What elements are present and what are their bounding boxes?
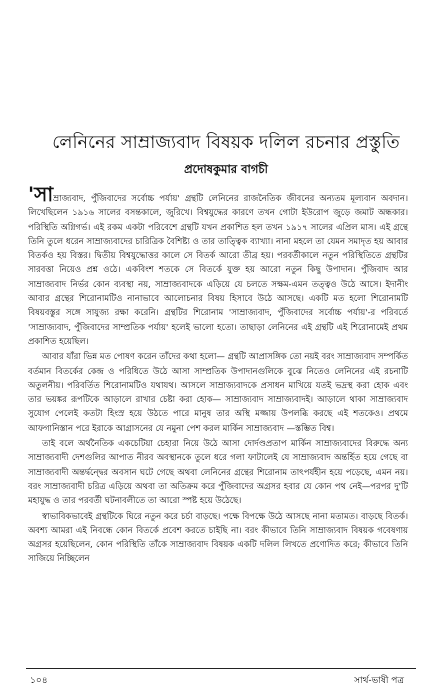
paragraph-4: স্বাভাবিকভাবেই গ্রন্থটিকে ঘিরে নতুন করে চর্চা বাড়ছে। পক্ষে বিপক্ষে উঠে আসছে নানা মতামত। বাড়ছে বিতর্ক। অবশ্য আমরা এই নিবন্ধে কোন বিতর্কে প্রবেশ করতে চাইছি না। বরং কীভাবে তিনি সাম্রাজ্যবাদ বিষয়ক গবেষণায় অগ্রসর হয়েছিলেন, কোন পরিস্থিতি তাঁকে সাম্রাজ্যবাদ বিষয়ক একটি দলিল লিখতে প্রণোদিত করে; কীভাবে তিনি সাজিয়ে নিচ্ছিলেন xyxy=(28,510,408,564)
drop-cap: 'সা xyxy=(28,182,54,206)
article-author: প্রদোষকুমার বাগচী xyxy=(184,162,268,176)
article-body xyxy=(28,182,408,567)
paragraph-2: আবার যাঁরা ভিন্ন মত পোষণ করেন তাঁদের কথা হলো— গ্রন্থটি আপ্রাসঙ্গিক তো নয়ই বরং সাম্রাজ্যবাদ সম্পর্কিত বর্তমান বিতর্কের কেন্দ্র ও পরিধিতে উঠে আসা সাম্প্রতিক উপাদানগুলিকে বুঝে নিতেও লেনিনের এই রচনাটি অতুলনীয়। পরিবর্তিত শিরোনামটিও যথাযথ। আসলে সাম্রাজ্যবাদকে প্রসাধন মাখিয়ে যতই ভদ্রস্থ করা হোক এবং তার ভয়ঙ্কর রূপটিকে আড়ালে রাখার চেষ্টা করা হোক— সাম্রাজ্যবাদ সাম্রাজ্যবাদই। আড়ালে থাকা সাম্রাজ্যবাদ সুযোগ পেলেই কতটা হিংস্র হয়ে উঠতে পারে মানুষ তার অস্থি মজ্জায় উপলব্ধি করছে এই শতকেও। প্রথমে আফগানিস্তান পরে ইরাকে আগ্রাসনের যে নমুনা পেশ করল মার্কিন সাম্রাজ্যবাদ —স্তম্ভিত বিশ্ব। xyxy=(28,351,408,433)
article-title: লেনিনের সাম্রাজ্যবাদ বিষয়ক দলিল রচনার প্রস্তুতি xyxy=(52,132,400,153)
paragraph-3: তাই বলে অর্থনৈতিক একচেটিয়া চেহারা নিয়ে উঠে আসা দোর্দণ্ডপ্রতাপ মার্কিন সাম্রাজ্যবাদের বিরুদ্ধে অন্য সাম্রাজ্যবাদী দেশগুলির আপাত নীরব অবস্থানকে তুলে ধরে গলা ফাটালেই যে সাম্রাজ্যবাদ অন্তর্হিত হয়ে গেছে বা সাম্রাজ্যবাদী অন্তর্দ্বন্দ্বের অবসান ঘটে গেছে অথবা লেনিনের গ্রন্থের শিরোনাম তাৎপর্যহীন হয়ে পড়েছে, এমন নয়। বরং সাম্রাজ্যবাদী চরিত্র এড়িয়ে অথবা তা অতিক্রম করে পুঁজিবাদের অগ্রসর হবার যে কোন পথ নেই—পরপর দু'টি মহাযুদ্ধ ও তার পরবর্তী ঘটনাবলীতে তা আরো স্পষ্ট হয়ে উঠেছে। xyxy=(28,438,408,506)
page-number: ১০৪ xyxy=(30,676,48,686)
journal-name: সার্থ-ভাষী পত্র xyxy=(354,676,404,686)
page-footer xyxy=(26,668,416,689)
paragraph-1 xyxy=(28,182,408,348)
paragraph-1-text: ম্রাজ্যবাদ, পুঁজিবাদের সর্বোচ্চ পর্যায়' গ্রন্থটি লেনিনের রাজনৈতিক জীবনের অন্যতম মূল্যবান অবদান। লিখেছিলেন ১৯১৬ সালের বসন্তকালে, জুরিখে। বিশ্বযুদ্ধের কারণে তখন গোটা ইউরোপ জুড়ে জমাট অন্ধকার। পরিস্থিতি অগ্নিগর্ভ। এই রকম একটা পরিবেশে গ্রন্থটি যখন প্রকাশিত হল তখন ১৯১৭ সালের এপ্রিল মাস। এই গ্রন্থে তিনি তুলে ধরেন সাম্রাজ্যবাদের চারিত্রিক বৈশিষ্ট্য ও তার তাত্ত্বিক ব্যাখ্যা। নানা মহলে তা যেমন সমাদৃত হয় আবার বিতর্কও হয় বিস্তর। দ্বিতীয় বিশ্বযুদ্ধোত্তর কালে সে বিতর্ক আরো তীব্র হয়। পরবর্তীকালে নতুন পরিস্থিতিতে গ্রন্থটির সারবত্তা নিয়েও প্রশ্ন ওঠে। একবিংশ শতকে সে বিতর্কে যুক্ত হয় আরো নতুন কিছু উপাদান। পুঁজিবাদ আর সাম্রাজ্যবাদ নির্ভর কোন ব্যবস্থা নয়, সাম্রাজ্যবাদকে এড়িয়ে যে চলতে সক্ষম-এমন তত্ত্বও উঠে আসে। ইদানীং আবার গ্রন্থের শিরোনামটিও নানাভাবে আলোচনার বিষয় হিসাবে উঠে আসছে। একটি মত হলো শিরোনামটি বিষয়বস্তুর সঙ্গে সাযুজ্য রক্ষা করেনি। গ্রন্থটির শিরোনাম 'সাম্রাজ্যবাদ, পুঁজিবাদের সর্বোচ্চ পর্যায়'-র পরিবর্তে 'সাম্রাজ্যবাদ, পুঁজিবাদের সাম্প্রতিক পর্যায়' হলেই ভালো হতো। তাছাড়া লেনিনের এই গ্রন্থটি এই শিরোনামেই প্রথম প্রকাশিত হয়েছিল। xyxy=(28,193,408,346)
